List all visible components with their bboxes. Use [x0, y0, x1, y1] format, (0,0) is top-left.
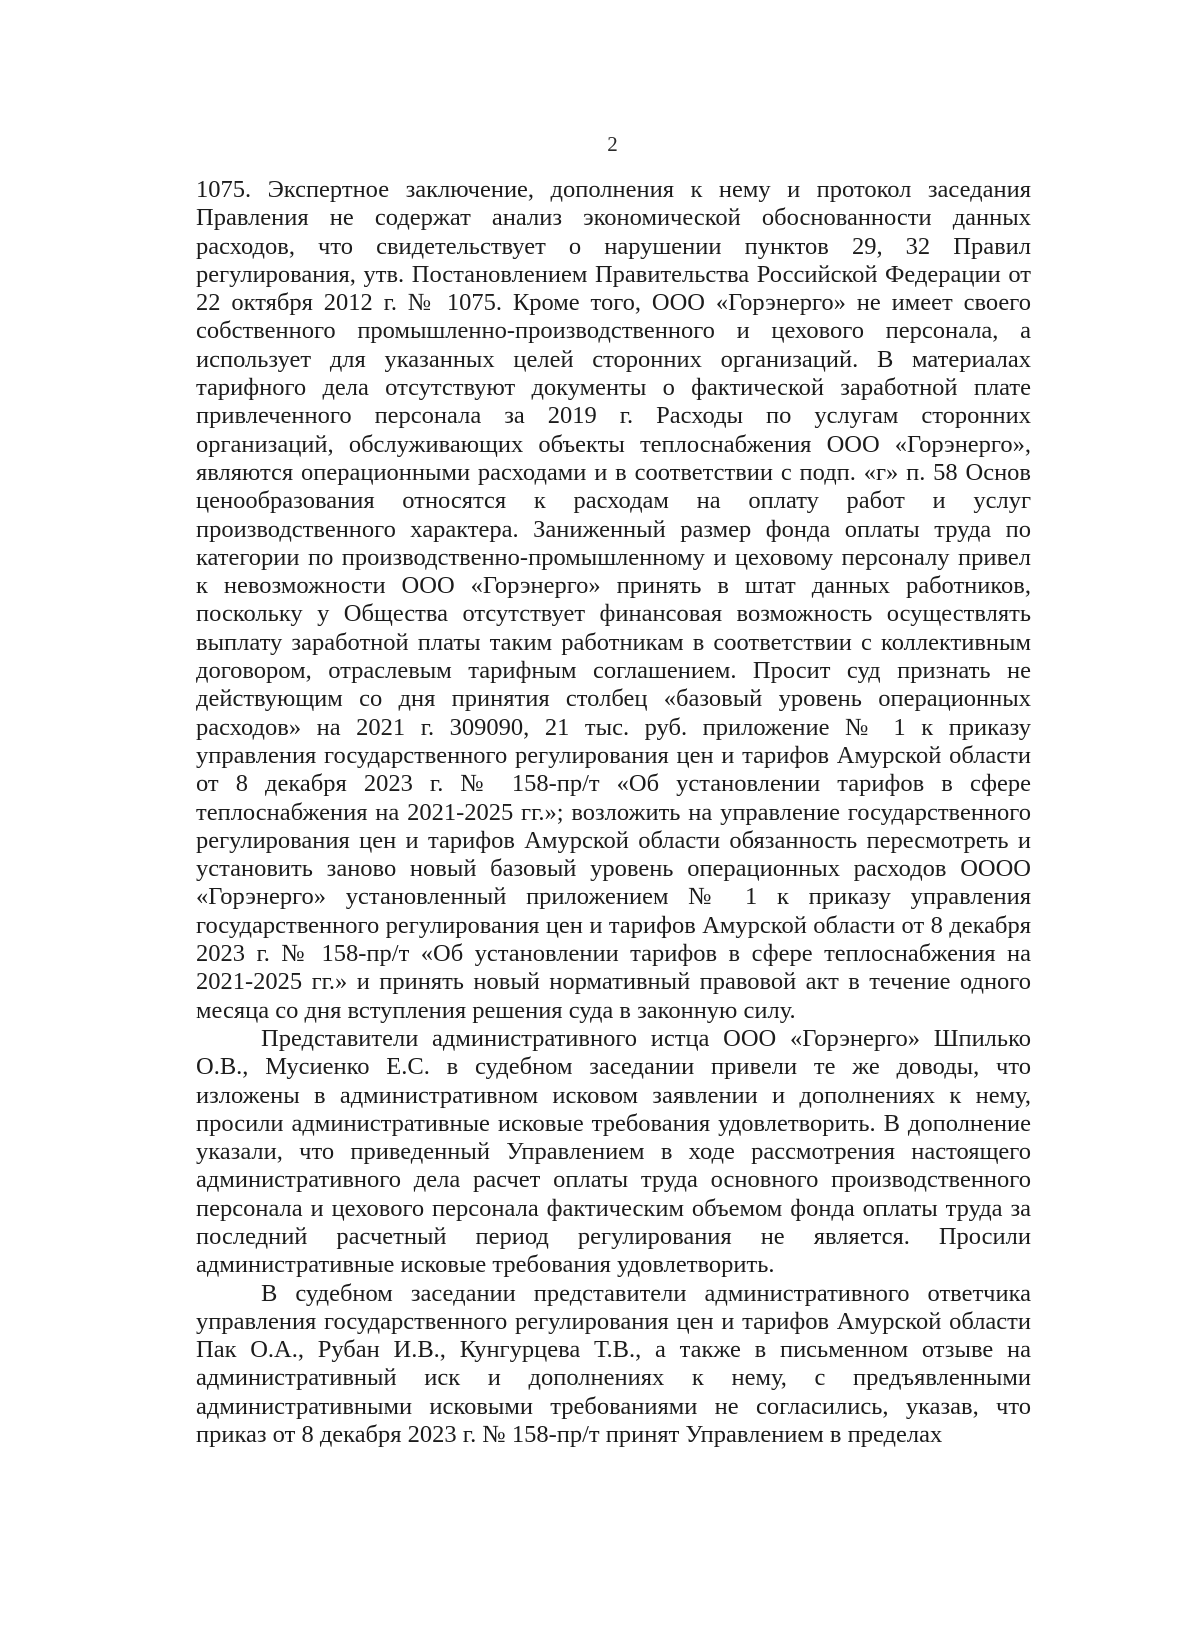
paragraph-plaintiff-representatives: Представители административного истца ООО «Горэнерго» Шпилько О.В., Мусиенко Е.С. в судебном заседании привели те же доводы, что изложены в административном исковом заявлении и дополнениях к нему, просили административные исковые требования удовлетворить. В дополнение указали, что приведенный Управлением в ходе рассмотрения настоящего административного дела расчет оплаты труда основного производственного персонала и цехового персонала фактическим объемом фонда оплаты труда за последний расчетный период регулирования не является. Просили административные исковые требования удовлетворить.	[196, 1024, 1031, 1279]
paragraph-claims: 1075. Экспертное заключение, дополнения к нему и протокол заседания Правления не содержат анализ экономической обоснованности данных расходов, что свидетельствует о нарушении пунктов 29, 32 Правил регулирования, утв. Постановлением Правительства Российской Федерации от 22 октября 2012 г. № 1075. Кроме того, ООО «Горэнерго» не имеет своего собственного промышленно-производственного и цехового персонала, а использует для указанных целей сторонних организаций. В материалах тарифного дела отсутствуют документы о фактической заработной плате привлеченного персонала за 2019 г. Расходы по услугам сторонних организаций, обслуживающих объекты теплоснабжения ООО «Горэнерго», являются операционными расходами и в соответствии с подп. «г» п. 58 Основ ценообразования относятся к расходам на оплату работ и услуг производственного характера. Заниженный размер фонда оплаты труда по категории по производственно-промышленному и цеховому персоналу привел к невозможности ООО «Горэнерго» принять в штат данных работников, поскольку у Общества отсутствует финансовая возможность осуществлять выплату заработной платы таким работникам в соответствии с коллективным договором, отраслевым тарифным соглашением. Просит суд признать не действующим со дня принятия столбец «базовый уровень операционных расходов» на 2021 г. 309090, 21 тыс. руб. приложение № 1 к приказу управления государственного регулирования цен и тарифов Амурской области от 8 декабря 2023 г. № 158-пр/т «Об установлении тарифов в сфере теплоснабжения на 2021-2025 гг.»; возложить на управление государственного регулирования цен и тарифов Амурской области обязанность пересмотреть и установить заново новый базовый уровень операционных расходов ОООО «Горэнерго» установленный приложением № 1 к приказу управления государственного регулирования цен и тарифов Амурской области от 8 декабря 2023 г. № 158-пр/т «Об установлении тарифов в сфере теплоснабжения на 2021-2025 гг.» и принять новый нормативный правовой акт в течение одного месяца со дня вступления решения суда в законную силу.	[196, 176, 1031, 1024]
page-number: 2	[607, 132, 618, 156]
document-body	[196, 176, 1031, 1449]
paragraph-defendant-representatives: В судебном заседании представители административного ответчика управления государственного регулирования цен и тарифов Амурской области Пак О.А., Рубан И.В., Кунгурцева Т.В., а также в письменном отзыве на административный иск и дополнениях к нему, с предъявленными административными исковыми требованиями не согласились, указав, что приказ от 8 декабря 2023 г. № 158-пр/т принят Управлением в пределах	[196, 1279, 1031, 1449]
